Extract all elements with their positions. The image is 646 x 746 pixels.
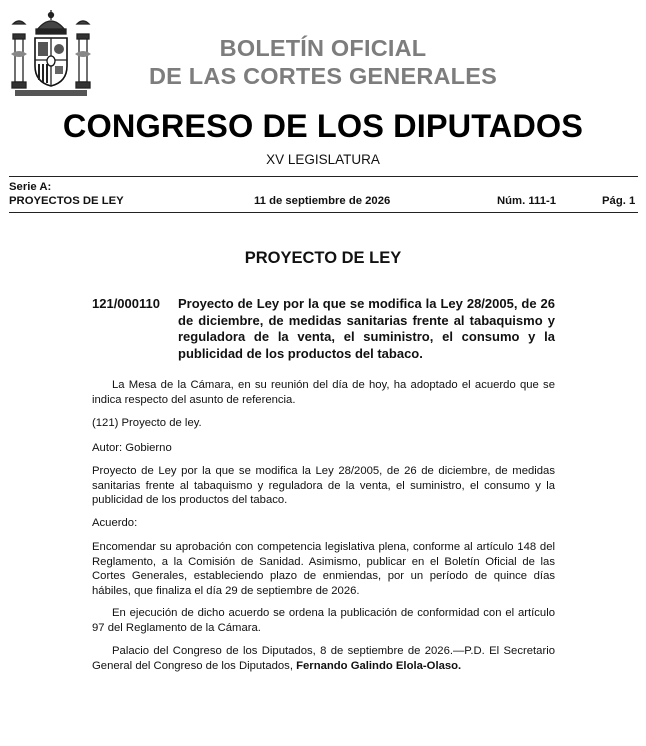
header-divider-bottom [9,212,638,213]
paragraph-bill-title: Proyecto de Ley por la que se modifica la Ley 28/2005, de 26 de diciembre, de medidas sanitarias frente al tabaquismo y reguladora de la venta, el suministro, el consumo y la publicidad de los productos del tabaco. [92,465,555,507]
signatory-name: Fernando Galindo Elola-Olaso. [296,659,462,672]
paragraph-publication-order: En ejecución de dicho acuerdo se ordena la publicación de conformidad con el artículo 97 del Reglamento de la Cámara. [92,607,555,634]
paragraph-acuerdo-label: Acuerdo: [92,517,138,529]
signature-text: Palacio del Congreso de los Diputados, 8 de septiembre de 2026.—P.D. El Secretario General del Congreso de los Diputados, [92,645,555,672]
legislature-label: XV LEGISLATURA [266,152,380,167]
publication-date: 11 de septiembre de 2026 [254,195,391,207]
expediente-title: Proyecto de Ley por la que se modifica la Ley 28/2005, de 26 de diciembre, de medidas sanitarias frente al tabaquismo y reguladora de la venta, el suministro, el consumo y la publicidad de los productos del tabaco. [178,296,555,361]
series-name: PROYECTOS DE LEY [9,195,124,207]
series-label: Serie A: [9,181,52,193]
section-title: PROYECTO DE LEY [244,249,402,267]
header-divider-top [9,176,638,177]
page-number: Pág. 1 [602,195,636,207]
coat-of-arms-icon [9,8,93,98]
boletin-title-line2: DE LAS CORTES GENERALES [148,63,497,89]
paragraph-type: (121) Proyecto de ley. [92,417,202,429]
issue-number: Núm. 111-1 [497,195,557,207]
paragraph-signature [92,644,555,673]
paragraph-author: Autor: Gobierno [92,442,172,454]
paragraph-mesa: La Mesa de la Cámara, en su reunión del día de hoy, ha adoptado el acuerdo que se indica respecto del asunto de referencia. [92,379,555,406]
boletin-title-line1: BOLETÍN OFICIAL [219,35,427,61]
chamber-title: CONGRESO DE LOS DIPUTADOS [62,108,584,144]
expediente-number: 121/000110 [92,296,160,311]
paragraph-acuerdo-text: Encomendar su aprobación con competencia legislativa plena, conforme al artículo 148 del Reglamento, a la Comisión de Sanidad. Asimismo, publicar en el Boletín Oficial de las Cortes Generales, estableciendo plazo de enmiendas, por un período de quince días hábiles, que finaliza el día 29 de septiembre de 2026. [92,541,555,597]
